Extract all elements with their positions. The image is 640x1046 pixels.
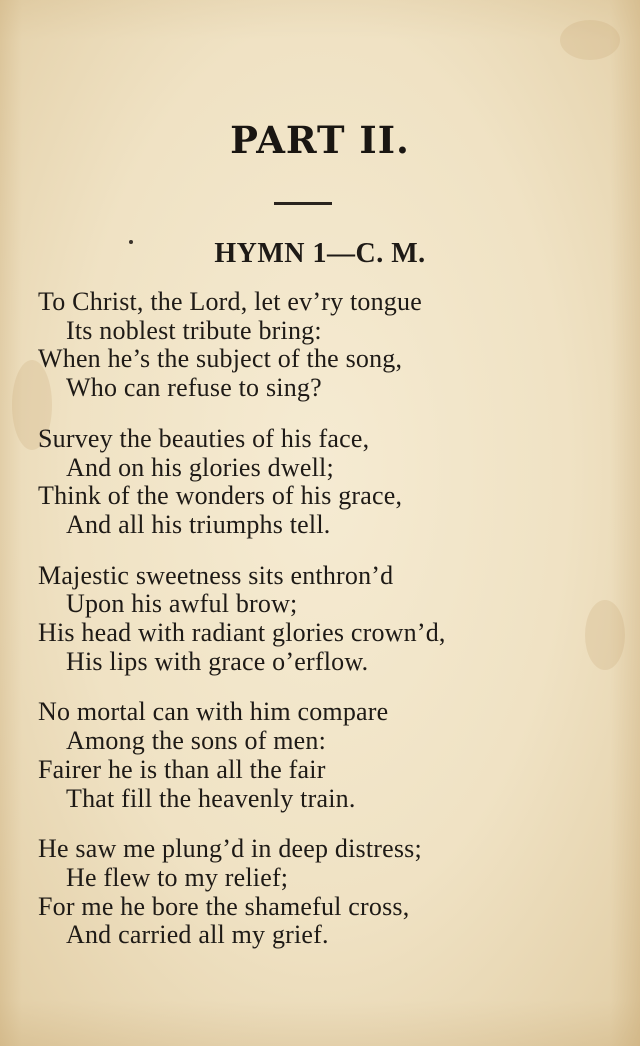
verse-line: And carried all my grief.	[66, 920, 329, 950]
stanza-1	[38, 288, 628, 403]
verse-line: To Christ, the Lord, let ev’ry tongue	[38, 287, 422, 316]
verse-line: Think of the wonders of his grace,	[38, 481, 403, 511]
verse-line: That fill the heavenly train.	[66, 783, 356, 813]
part-title: PART II.	[230, 118, 410, 162]
verse-line: He flew to my relief;	[66, 862, 289, 892]
verse-line: Fairer he is than all the fair	[38, 754, 326, 784]
verse-line: And on his glories dwell;	[66, 452, 334, 482]
title-divider	[274, 202, 332, 205]
verse-line: Who can refuse to sing?	[66, 373, 322, 403]
stanza-4	[38, 698, 628, 813]
verse-line: When he’s the subject of the song,	[38, 344, 403, 374]
verse-line: Upon his awful brow;	[66, 589, 298, 619]
verse-line: For me he bore the shameful cross,	[38, 891, 410, 921]
paper-stain	[560, 20, 620, 60]
verse-line: Survey the beauties of his face,	[38, 423, 370, 453]
hymn-heading: HYMN 1—C. M.	[214, 238, 426, 269]
stanza-3	[38, 562, 628, 677]
verse-line: Among the sons of men:	[66, 726, 327, 756]
verse-line: He saw me plung’d in deep distress;	[38, 834, 422, 864]
verse-line: No mortal can with him compare	[38, 697, 389, 727]
verse-line: His head with radiant glories crown’d,	[38, 618, 446, 648]
verse-line: And all his triumphs tell.	[66, 509, 331, 539]
verse-line: His lips with grace o’erflow.	[66, 646, 369, 676]
stanza-5	[38, 835, 628, 950]
verse-line: Its noblest tribute bring:	[66, 315, 322, 345]
stanza-2	[38, 425, 628, 540]
verse-line: Majestic sweetness sits enthron’d	[38, 560, 394, 590]
hymn-verses	[38, 288, 628, 972]
